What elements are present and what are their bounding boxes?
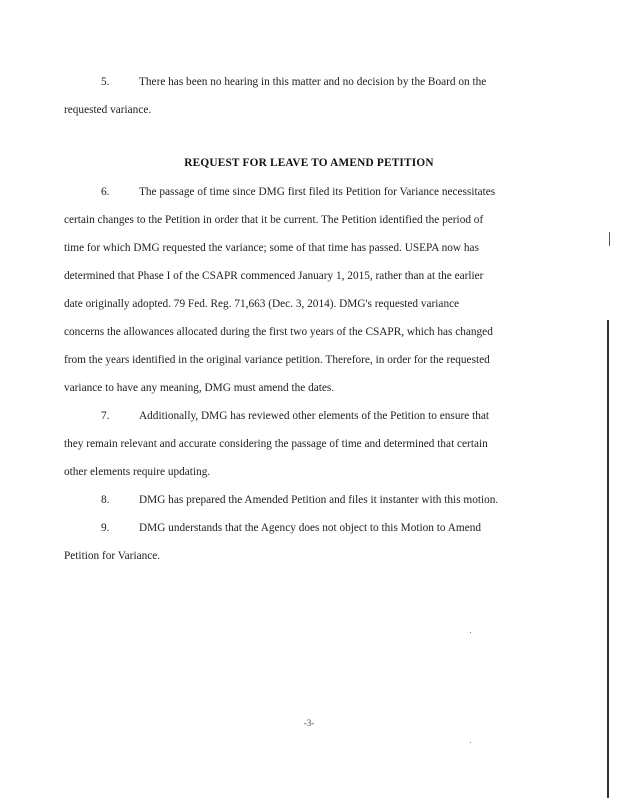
paragraph-line: The passage of time since DMG first filed its Petition for Variance necessitates [139,186,496,198]
paragraph-number: 9. [101,522,110,534]
paragraph-line: time for which DMG requested the variance; some of that time has passed. USEPA now has [64,242,479,254]
paragraph-line: date originally adopted. 79 Fed. Reg. 71,663 (Dec. 3, 2014). DMG's requested variance [64,298,460,310]
paragraph-line: concerns the allowances allocated during the first two years of the CSAPR, which has changed [64,326,493,338]
section-heading: REQUEST FOR LEAVE TO AMEND PETITION [184,157,434,169]
paragraph-number: 5. [101,76,110,88]
paragraph-line: variance to have any meaning, DMG must amend the dates. [64,382,335,394]
scan-speck [470,632,471,633]
paragraph-line: other elements require updating. [64,466,211,478]
paragraph-line: DMG understands that the Agency does not object to this Motion to Amend [139,522,482,534]
paragraph-line: they remain relevant and accurate considering the passage of time and determined that certain [64,438,488,450]
paragraph-number: 8. [101,494,110,506]
scan-speck [470,742,471,743]
paragraph-line: from the years identified in the original variance petition. Therefore, in order for the requested [64,354,490,366]
paragraph-line: Additionally, DMG has reviewed other elements of the Petition to ensure that [139,410,490,422]
paragraph-line: requested variance. [64,104,152,116]
paragraph-line: determined that Phase I of the CSAPR commenced January 1, 2015, rather than at the earlier [64,270,484,282]
paragraph-number: 6. [101,186,110,198]
paragraph-line: certain changes to the Petition in order that it be current. The Petition identified the period of [64,214,484,226]
page-number: -3- [303,718,315,728]
paragraph-line: DMG has prepared the Amended Petition and files it instanter with this motion. [139,494,499,506]
paragraph-line: There has been no hearing in this matter and no decision by the Board on the [139,76,487,88]
paragraph-line: Petition for Variance. [64,550,161,562]
scan-edge-line [607,320,609,798]
paragraph-number: 7. [101,410,110,422]
scan-edge-mark [609,232,610,246]
